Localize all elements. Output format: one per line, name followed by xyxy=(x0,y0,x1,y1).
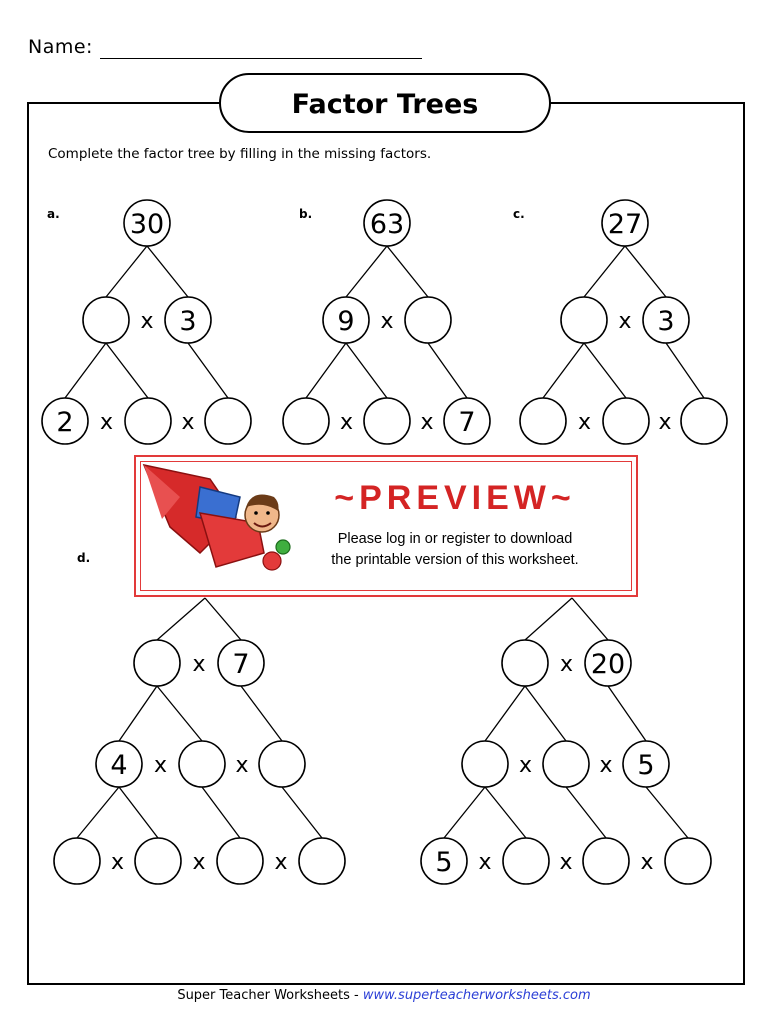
factor-circle[interactable] xyxy=(681,398,727,444)
superhero-mascot-icon xyxy=(140,457,300,591)
multiply-sign: x xyxy=(380,309,394,334)
tree-branch xyxy=(106,246,147,297)
multiply-sign: x xyxy=(153,753,168,778)
tree-branch xyxy=(584,343,626,398)
tree-label: b. xyxy=(299,207,313,221)
multiply-sign: x xyxy=(640,850,654,875)
multiply-sign: x xyxy=(110,850,125,875)
tree-branch xyxy=(241,686,282,741)
multiply-sign: x xyxy=(599,753,613,778)
factor-circle[interactable] xyxy=(364,398,410,444)
factor-circle[interactable] xyxy=(283,398,329,444)
multiply-sign: x xyxy=(518,753,533,778)
factor-circle[interactable] xyxy=(405,297,451,343)
factor-circle[interactable] xyxy=(205,398,251,444)
multiply-sign: x xyxy=(192,850,206,875)
factor-circle-value: 3 xyxy=(179,306,197,337)
tree-branch xyxy=(106,343,148,398)
tree-root-circle-value: 27 xyxy=(607,209,643,240)
tree-branch xyxy=(202,787,240,838)
factor-circle-value: 5 xyxy=(637,750,655,781)
tree-branch xyxy=(525,598,572,640)
tree-label: c. xyxy=(513,207,525,221)
tree-branch xyxy=(608,686,646,741)
factor-circle[interactable] xyxy=(543,741,589,787)
tree-branch xyxy=(584,246,625,297)
tree-branch xyxy=(646,787,688,838)
tree-branch xyxy=(444,787,485,838)
factor-circle[interactable] xyxy=(217,838,263,884)
tree-branch xyxy=(77,787,119,838)
factor-circle[interactable] xyxy=(665,838,711,884)
factor-circle-value: 5 xyxy=(435,847,453,878)
multiply-sign: x xyxy=(192,652,206,677)
tree-branch xyxy=(147,246,188,297)
tree-branch xyxy=(566,787,606,838)
tree-branch xyxy=(572,598,608,640)
tree-branch xyxy=(625,246,666,297)
tree-label: a. xyxy=(47,207,60,221)
multiply-sign: x xyxy=(99,410,114,435)
factor-circle-value: 9 xyxy=(337,306,355,337)
factor-circle[interactable] xyxy=(179,741,225,787)
tree-branch xyxy=(188,343,228,398)
preview-title: ~PREVIEW~ xyxy=(334,479,576,517)
factor-circle[interactable] xyxy=(135,838,181,884)
footer-link[interactable]: www.superteacherworksheets.com xyxy=(362,988,591,1003)
multiply-sign: x xyxy=(420,410,434,435)
factor-circle[interactable] xyxy=(125,398,171,444)
tree-label: d. xyxy=(77,551,91,565)
factor-circle[interactable] xyxy=(299,838,345,884)
multiply-sign: x xyxy=(559,850,573,875)
factor-circle[interactable] xyxy=(503,838,549,884)
footer-brand: Super Teacher Worksheets - xyxy=(177,988,363,1003)
tree-branch xyxy=(119,686,157,741)
tree-root-circle-value: 30 xyxy=(129,209,165,240)
multiply-sign: x xyxy=(478,850,492,875)
tree-branch xyxy=(387,246,428,297)
tree-branch xyxy=(282,787,322,838)
tree-branch xyxy=(346,343,387,398)
factor-circle[interactable] xyxy=(583,838,629,884)
tree-branch xyxy=(525,686,566,741)
factor-circle-value: 2 xyxy=(56,407,74,438)
multiply-sign: x xyxy=(339,410,354,435)
tree-branch xyxy=(485,787,526,838)
factor-circle[interactable] xyxy=(54,838,100,884)
preview-line-2: the printable version of this worksheet. xyxy=(331,552,579,568)
factor-circle[interactable] xyxy=(462,741,508,787)
factor-circle[interactable] xyxy=(134,640,180,686)
instructions: Complete the factor tree by filling in the missing factors. xyxy=(48,146,432,162)
tree-branch xyxy=(543,343,584,398)
name-label: Name: xyxy=(28,36,93,58)
factor-circle-value: 20 xyxy=(590,649,626,680)
preview-line-1: Please log in or register to download xyxy=(337,531,573,547)
multiply-sign: x xyxy=(274,850,288,875)
footer xyxy=(0,988,768,1003)
multiply-sign: x xyxy=(618,309,632,334)
page-title: Factor Trees xyxy=(291,89,479,120)
tree-branch xyxy=(346,246,387,297)
factor-circle-value: 4 xyxy=(110,750,128,781)
factor-circle-value: 3 xyxy=(657,306,675,337)
factor-circle[interactable] xyxy=(603,398,649,444)
factor-circle[interactable] xyxy=(520,398,566,444)
factor-circle[interactable] xyxy=(502,640,548,686)
tree-branch xyxy=(157,598,205,640)
tree-root-circle-value: 63 xyxy=(369,209,405,240)
multiply-sign: x xyxy=(140,309,154,334)
factor-circle-value: 7 xyxy=(232,649,250,680)
multiply-sign: x xyxy=(559,652,574,677)
factor-circle[interactable] xyxy=(83,297,129,343)
tree-branch xyxy=(157,686,202,741)
tree-branch xyxy=(666,343,704,398)
tree-branch xyxy=(205,598,241,640)
multiply-sign: x xyxy=(181,410,195,435)
tree-branch xyxy=(428,343,467,398)
factor-circle[interactable] xyxy=(561,297,607,343)
multiply-sign: x xyxy=(658,410,672,435)
tree-branch xyxy=(119,787,158,838)
multiply-sign: x xyxy=(577,410,592,435)
preview-message xyxy=(296,529,614,571)
factor-circle[interactable] xyxy=(259,741,305,787)
preview-banner[interactable] xyxy=(134,455,638,597)
tree-branch xyxy=(306,343,346,398)
tree-branch xyxy=(485,686,525,741)
factor-circle-value: 7 xyxy=(458,407,476,438)
multiply-sign: x xyxy=(235,753,249,778)
tree-branch xyxy=(65,343,106,398)
